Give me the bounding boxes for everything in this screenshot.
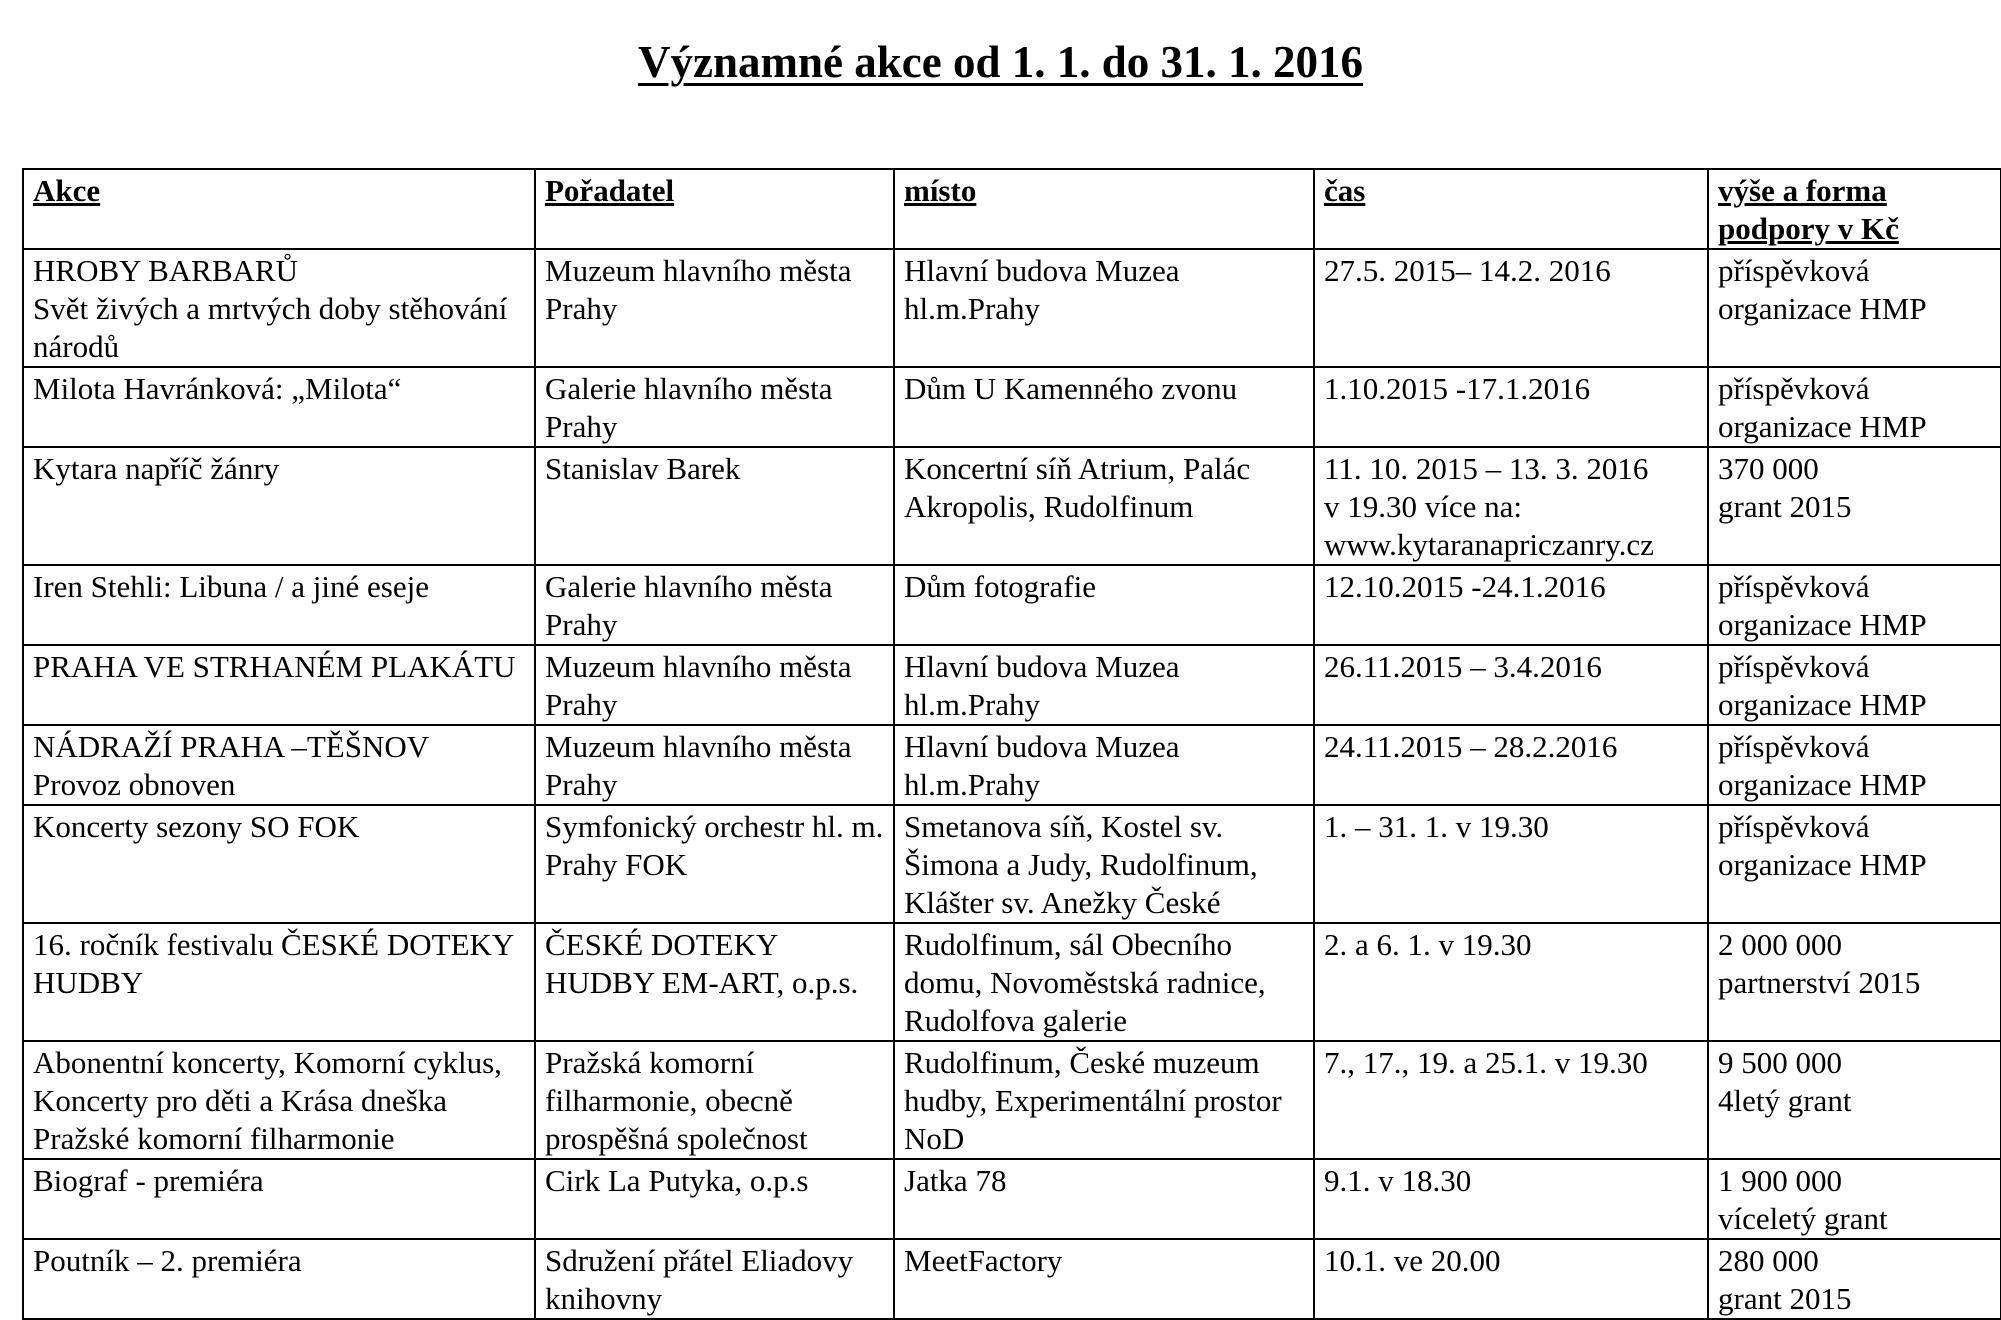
cell-podpora: příspěvková organizace HMP	[1708, 645, 2001, 725]
header-podpora: výše a forma podpory v Kč	[1708, 169, 2001, 249]
page-title: Významné akce od 1. 1. do 31. 1. 2016	[637, 37, 1363, 87]
cell-cas: 2. a 6. 1. v 19.30	[1314, 923, 1708, 1041]
cell-misto: MeetFactory	[894, 1239, 1314, 1319]
cell-poradatel: Sdružení přátel Eliadovy knihovny	[535, 1239, 894, 1319]
cell-poradatel: Stanislav Barek	[535, 447, 894, 565]
cell-akce: HROBY BARBARŮ Svět živých a mrtvých doby stěhování národů	[23, 249, 535, 367]
table-row	[23, 1041, 2001, 1159]
cell-cas: 12.10.2015 -24.1.2016	[1314, 565, 1708, 645]
cell-poradatel: Muzeum hlavního města Prahy	[535, 645, 894, 725]
cell-cas: 24.11.2015 – 28.2.2016	[1314, 725, 1708, 805]
table-row	[23, 367, 2001, 447]
cell-poradatel: ČESKÉ DOTEKY HUDBY EM-ART, o.p.s.	[535, 923, 894, 1041]
cell-cas: 1.10.2015 -17.1.2016	[1314, 367, 1708, 447]
cell-podpora: 1 900 000 víceletý grant	[1708, 1159, 2001, 1239]
cell-akce: Iren Stehli: Libuna / a jiné eseje	[23, 565, 535, 645]
cell-podpora: 9 500 000 4letý grant	[1708, 1041, 2001, 1159]
cell-podpora: příspěvková organizace HMP	[1708, 367, 2001, 447]
cell-podpora: příspěvková organizace HMP	[1708, 805, 2001, 923]
table-row	[23, 249, 2001, 367]
cell-akce: Biograf - premiéra	[23, 1159, 535, 1239]
cell-cas: 27.5. 2015– 14.2. 2016	[1314, 249, 1708, 367]
table-row	[23, 645, 2001, 725]
cell-podpora: 370 000 grant 2015	[1708, 447, 2001, 565]
header-cas: čas	[1314, 169, 1708, 249]
cell-podpora: 2 000 000 partnerství 2015	[1708, 923, 2001, 1041]
cell-misto: Rudolfinum, sál Obecního domu, Novoměstská radnice, Rudolfova galerie	[894, 923, 1314, 1041]
cell-podpora: příspěvková organizace HMP	[1708, 249, 2001, 367]
cell-cas: 7., 17., 19. a 25.1. v 19.30	[1314, 1041, 1708, 1159]
cell-akce: 16. ročník festivalu ČESKÉ DOTEKY HUDBY	[23, 923, 535, 1041]
table-header-row	[23, 169, 2001, 249]
table-row	[23, 565, 2001, 645]
table-row	[23, 923, 2001, 1041]
cell-poradatel: Symfonický orchestr hl. m. Prahy FOK	[535, 805, 894, 923]
cell-akce: Poutník – 2. premiéra	[23, 1239, 535, 1319]
table-row	[23, 725, 2001, 805]
cell-akce: Koncerty sezony SO FOK	[23, 805, 535, 923]
cell-poradatel: Galerie hlavního města Prahy	[535, 565, 894, 645]
events-table	[22, 168, 2001, 1320]
cell-misto: Dům U Kamenného zvonu	[894, 367, 1314, 447]
cell-podpora: příspěvková organizace HMP	[1708, 725, 2001, 805]
table-row	[23, 447, 2001, 565]
header-akce: Akce	[23, 169, 535, 249]
header-misto: místo	[894, 169, 1314, 249]
cell-akce: NÁDRAŽÍ PRAHA –TĚŠNOV Provoz obnoven	[23, 725, 535, 805]
cell-akce: Milota Havránková: „Milota“	[23, 367, 535, 447]
table-row	[23, 1159, 2001, 1239]
cell-akce: PRAHA VE STRHANÉM PLAKÁTU	[23, 645, 535, 725]
table-row	[23, 1239, 2001, 1319]
cell-podpora: příspěvková organizace HMP	[1708, 565, 2001, 645]
cell-poradatel: Galerie hlavního města Prahy	[535, 367, 894, 447]
cell-poradatel: Muzeum hlavního města Prahy	[535, 249, 894, 367]
cell-misto: Rudolfinum, České muzeum hudby, Experimentální prostor NoD	[894, 1041, 1314, 1159]
cell-misto: Jatka 78	[894, 1159, 1314, 1239]
cell-poradatel: Muzeum hlavního města Prahy	[535, 725, 894, 805]
cell-misto: Smetanova síň, Kostel sv. Šimona a Judy, Rudolfinum, Klášter sv. Anežky České	[894, 805, 1314, 923]
header-poradatel: Pořadatel	[535, 169, 894, 249]
cell-poradatel: Pražská komorní filharmonie, obecně prospěšná společnost	[535, 1041, 894, 1159]
cell-cas: 10.1. ve 20.00	[1314, 1239, 1708, 1319]
cell-misto: Hlavní budova Muzea hl.m.Prahy	[894, 249, 1314, 367]
cell-misto: Hlavní budova Muzea hl.m.Prahy	[894, 725, 1314, 805]
cell-misto: Hlavní budova Muzea hl.m.Prahy	[894, 645, 1314, 725]
cell-misto: Dům fotografie	[894, 565, 1314, 645]
cell-akce: Abonentní koncerty, Komorní cyklus, Koncerty pro děti a Krása dneška Pražské komorní filharmonie	[23, 1041, 535, 1159]
cell-poradatel: Cirk La Putyka, o.p.s	[535, 1159, 894, 1239]
cell-cas: 11. 10. 2015 – 13. 3. 2016 v 19.30 více na: www.kytaranapriczanry.cz	[1314, 447, 1708, 565]
cell-akce: Kytara napříč žánry	[23, 447, 535, 565]
cell-cas: 26.11.2015 – 3.4.2016	[1314, 645, 1708, 725]
cell-misto: Koncertní síň Atrium, Palác Akropolis, Rudolfinum	[894, 447, 1314, 565]
cell-podpora: 280 000 grant 2015	[1708, 1239, 2001, 1319]
cell-cas: 1. – 31. 1. v 19.30	[1314, 805, 1708, 923]
cell-cas: 9.1. v 18.30	[1314, 1159, 1708, 1239]
table-row	[23, 805, 2001, 923]
